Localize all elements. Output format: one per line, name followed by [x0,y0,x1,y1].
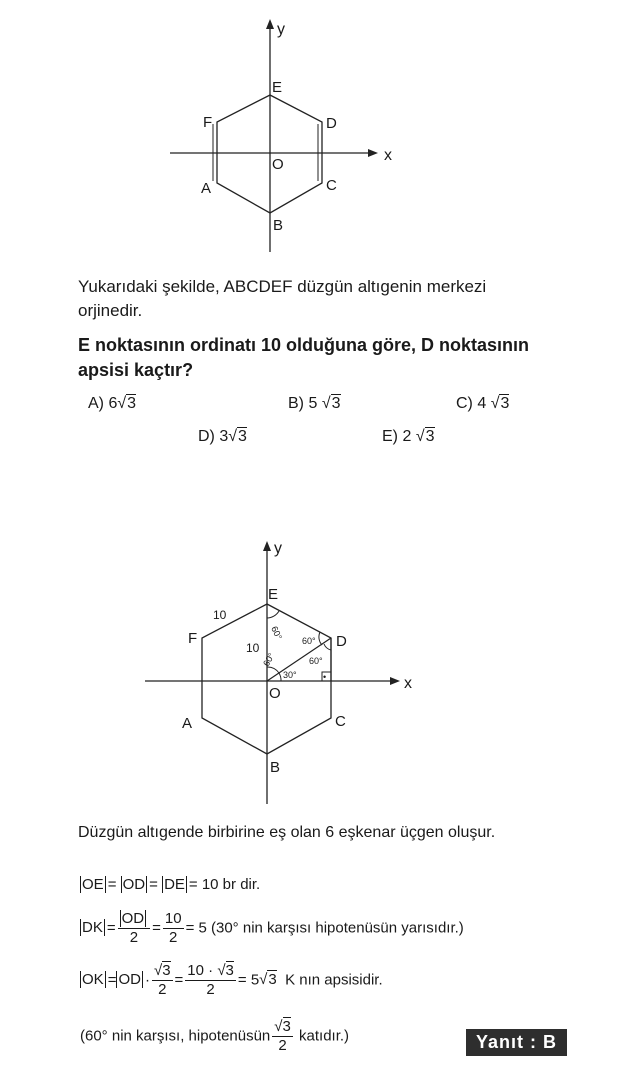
option-e: E) 2 √3 [382,428,435,445]
point-label-c: C [326,177,337,194]
point-label-f: F [188,630,198,647]
angle-arc-o-30 [279,673,281,681]
point-label-f: F [203,114,213,131]
point-label-o: O [272,156,284,173]
option-a: A) 6√3 [88,395,137,412]
length-eo: 10 [246,641,260,655]
y-axis-arrow [263,541,271,551]
answer-badge: Yanıt : B [466,1029,567,1056]
point-label-a: A [182,715,193,732]
point-label-d: D [336,633,347,650]
point-label-d: D [326,115,337,132]
angle-label-d-bottom: 60° [309,656,323,666]
solution-intro: Düzgün altıgende birbirine eş olan 6 eşkenar üçgen oluşur. [78,824,496,841]
angle-label-d-top: 60° [302,636,316,646]
solution-line-1: OE = OD = DE = 10 br dir. [82,876,261,893]
option-d: D) 3√3 [198,428,247,445]
point-label-e: E [268,586,279,603]
solution-line-3: OK = OD · $\frac{√3}{2}$ = $\frac{10 \cdot √3}{2}$ = 5√3 K nın apsisidir. [82,962,383,998]
angle-arc-d-lower [324,644,331,650]
point-label-b: B [270,759,281,776]
option-c: C) 4 √3 [456,395,510,412]
point-label-o: O [269,685,281,702]
point-label-c: C [335,713,346,730]
x-axis-arrow [368,149,378,157]
x-axis-arrow [390,677,400,685]
solution-line-2: DK = $\frac{OD}{2}$ = $\frac{10}{2}$ = 5 (30° nin karşısı hipotenüsün yarısıdır.) [82,910,464,946]
point-label-b: B [273,217,284,234]
point-label-e: E [272,79,283,96]
point-label-a: A [201,180,212,197]
hexagon-figure-1 [160,10,420,260]
angle-label-o: 60° [261,651,277,668]
y-axis-arrow [266,19,274,29]
angle-label-30: 30° [283,670,297,680]
hexagon-figure-2 [140,530,430,810]
axis-label-y: y [277,21,285,38]
angle-arc-e [267,611,279,618]
question-prompt: E noktasının ordinatı 10 olduğuna göre, D noktasının apsisi kaçtır? [78,335,530,380]
angle-label-e: 60° [269,624,285,642]
axis-label-x: x [384,147,392,164]
angle-arc-d [319,632,322,645]
right-angle-dot: • [323,672,327,682]
question-text: Yukarıdaki şekilde, ABCDEF düzgün altıgenin merkezi orjinedir. [78,277,487,320]
axis-label-x: x [404,675,412,692]
axis-label-y: y [274,540,282,557]
option-b: B) 5 √3 [288,395,341,412]
solution-line-4: (60° nin karşısı, hipotenüsün $\frac{√3}{2}$ katıdır.) [80,1018,350,1054]
length-fe: 10 [213,608,227,622]
